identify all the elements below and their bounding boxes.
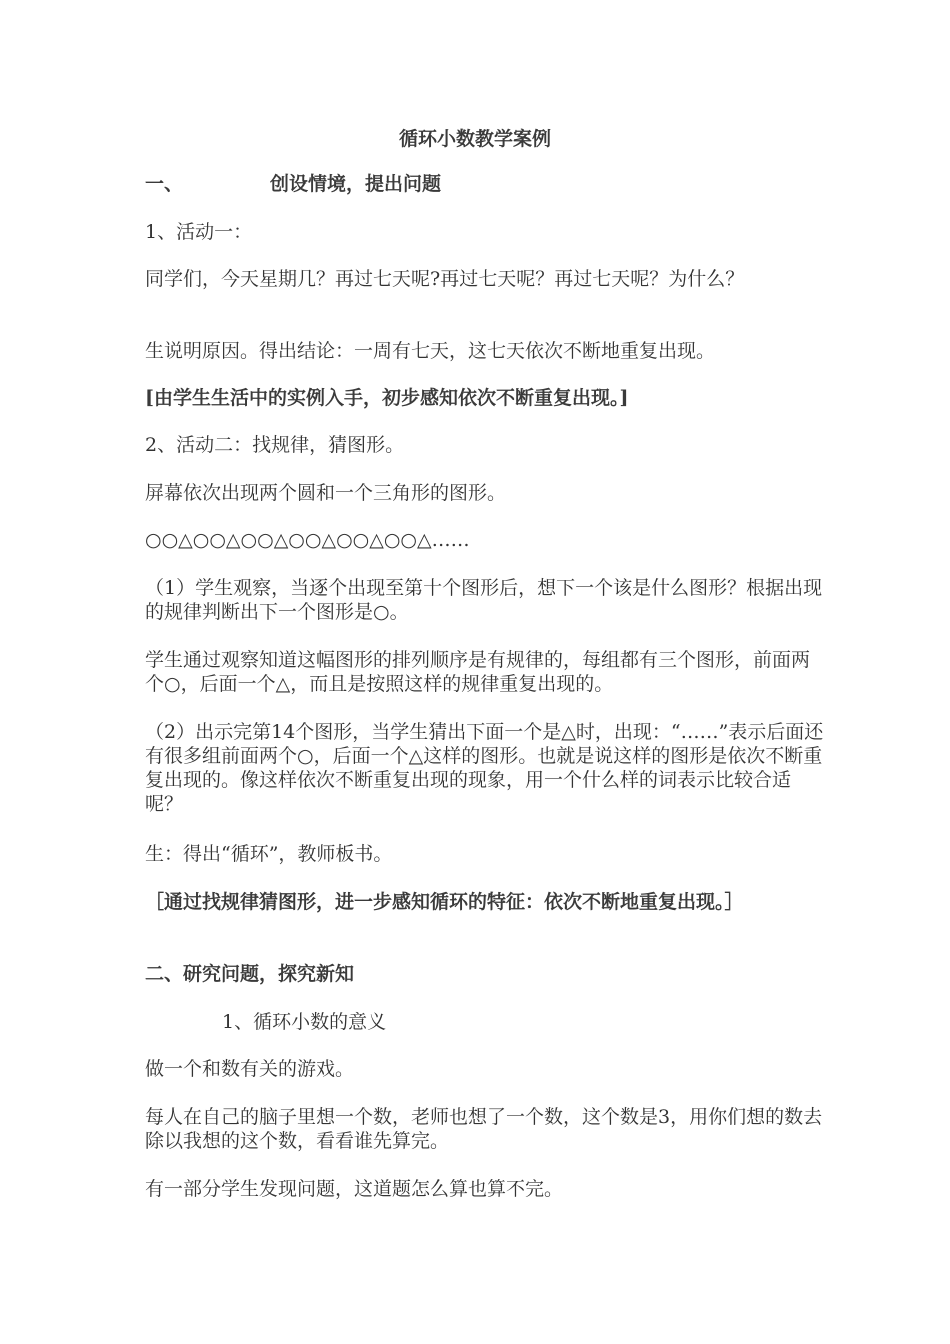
paragraph-student-answer: 生：得出“循环”，教师板书。 [145,843,393,865]
subsection-heading: 1、循环小数的意义 [222,1011,387,1033]
paragraph-note-1: [由学生生活中的实例入手，初步感知依次不断重复出现。] [145,387,629,409]
paragraph-game-rules: 每人在自己的脑子里想一个数，老师也想了一个数，这个数是3，用你们想的数去除以我想的这个数，看看谁先算完。 [145,1106,823,1152]
paragraph-game: 做一个和数有关的游戏。 [145,1058,355,1080]
section-1-title: 创设情境，提出问题 [270,173,442,195]
shape-sequence: ○○△○○△○○△○○△○○△○○△…… [145,529,470,551]
paragraph-note-2: ［通过找规律猜图形，进一步感知循环的特征：依次不断地重复出现。］ [145,891,744,913]
paragraph-activity-2: 2、活动二：找规律，猜图形。 [145,434,405,456]
paragraph-observe-2: （2）出示完第14个图形，当学生猜出下面一个是△时，出现：“……”表示后面还有很多组前面两个○，后面一个△这样的图形。也就是说这样的图形是依次不断重复出现的。像这样依次不断重复出现的现象，用一个什么样的词表示比较合适呢？ [145,721,824,815]
section-1-number: 一、 [145,173,184,195]
paragraph-problem: 有一部分学生发现问题，这道题怎么算也算不完。 [145,1178,564,1200]
paragraph-question: 同学们，今天星期几？再过七天呢?再过七天呢？再过七天呢？为什么？ [145,268,745,290]
section-1-heading [145,172,442,196]
section-2-heading: 二、研究问题，探究新知 [145,963,355,985]
paragraph-conclusion: 生说明原因。得出结论：一周有七天，这七天依次不断地重复出现。 [145,340,716,362]
paragraph-activity-1: 1、活动一： [145,221,253,243]
paragraph-screen: 屏幕依次出现两个圆和一个三角形的图形。 [145,482,507,504]
document-title: 循环小数教学案例 [398,128,551,150]
paragraph-observe-pattern: 学生通过观察知道这幅图形的排列顺序是有规律的，每组都有三个图形，前面两个○，后面一个△，而且是按照这样的规律重复出现的。 [145,649,811,695]
paragraph-observe-1: （1）学生观察，当逐个出现至第十个图形后，想下一个该是什么图形？根据出现的规律判断出下一个图形是○。 [145,577,823,623]
